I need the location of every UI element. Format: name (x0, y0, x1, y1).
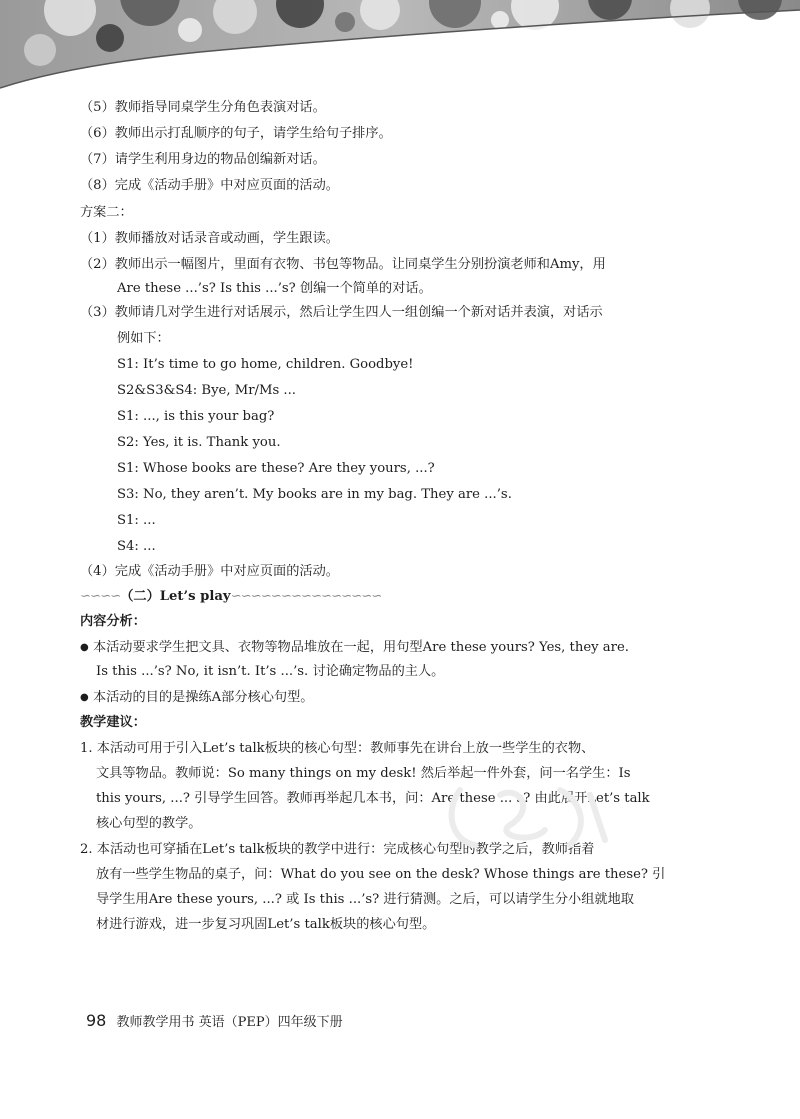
section-heading (80, 587, 381, 607)
dialogue-line: S1: ... (117, 513, 156, 528)
analysis-bullet-2 (80, 688, 313, 709)
analysis-bullet-1-line2: Is this ...’s? No, it isn’t. It’s ...’s. 讨论确定物品的主人。 (96, 664, 445, 679)
plan2-item-2-line1: （2）教师出示一幅图片，里面有衣物、书包等物品。让同桌学生分别扮演老师和Amy，用 (80, 257, 606, 272)
page-footer (86, 1011, 343, 1030)
plan2-item-3-line2: 例如下： (117, 331, 170, 346)
page-number: 98 (86, 1011, 107, 1030)
analysis-bullet-1 (80, 638, 629, 659)
header-banner (0, 0, 800, 92)
plan2-item-4: （4）完成《活动手册》中对应页面的活动。 (80, 564, 339, 579)
advice-1-line: 文具等物品。教师说：So many things on my desk! 然后举起一件外套，问一名学生：Is (96, 766, 631, 781)
bullet-icon: ● (80, 692, 89, 703)
dialogue-line: S1: Whose books are these? Are they yours, ...? (117, 461, 435, 476)
analysis-bullet-1-text: 本活动要求学生把文具、衣物等物品堆放在一起，用句型Are these yours? Yes, they are. (92, 640, 629, 655)
advice-1-line: 核心句型的教学。 (96, 816, 202, 831)
plan2-item-2-line2: Are these ...’s? Is this ...’s? 创编一个简单的对话。 (117, 281, 432, 296)
wavy-rule-right: ∽∽∽∽∽∽∽∽∽∽∽∽∽∽∽ (230, 589, 382, 604)
dialogue-line: S2&S3&S4: Bye, Mr/Ms ... (117, 383, 297, 398)
bullet-icon: ● (80, 642, 89, 653)
advice-2-line: 导学生用Are these yours, ...? 或 Is this ...’s? 进行猜测。之后，可以请学生分小组就地取 (96, 892, 634, 907)
dialogue-line: S2: Yes, it is. Thank you. (117, 435, 281, 450)
plan2-item-1: （1）教师播放对话录音或动画，学生跟读。 (80, 231, 339, 246)
advice-2-line: 2. 本活动也可穿插在Let’s talk板块的教学中进行：完成核心句型的教学之后，教师指着 (80, 842, 595, 857)
plan1-item-6: （6）教师出示打乱顺序的句子，请学生给句子排序。 (80, 126, 392, 141)
plan2-item-3-line1: （3）教师请几对学生进行对话展示，然后让学生四人一组创编一个新对话并表演，对话示 (80, 305, 603, 320)
section-heading-text: （二）Let’s play (120, 589, 231, 604)
dialogue-line: S1: It’s time to go home, children. Goodbye! (117, 357, 414, 372)
advice-title: 教学建议： (80, 715, 146, 730)
book-title: 教师教学用书 英语（PEP）四年级下册 (116, 1015, 343, 1030)
advice-1-line: this yours, ...? 引导学生回答。教师再举起几本书，问：Are these ...’s? 由此展开Let’s talk (96, 791, 650, 806)
watermark-logo (440, 770, 620, 864)
wavy-rule-left: ∽∽∽∽ (80, 589, 121, 604)
plan1-item-7: （7）请学生利用身边的物品创编新对话。 (80, 152, 326, 167)
analysis-title: 内容分析： (80, 614, 146, 629)
dialogue-line: S3: No, they aren’t. My books are in my bag. They are ...’s. (117, 487, 512, 502)
advice-2-line: 材进行游戏，进一步复习巩固Let’s talk板块的核心句型。 (96, 917, 436, 932)
dialogue-line: S4: ... (117, 539, 156, 554)
analysis-bullet-2-text: 本活动的目的是操练A部分核心句型。 (92, 690, 314, 705)
advice-1-line: 1. 本活动可用于引入Let’s talk板块的核心句型：教师事先在讲台上放一些学生的衣物、 (80, 741, 595, 756)
plan1-item-5: （5）教师指导同桌学生分角色表演对话。 (80, 100, 326, 115)
plan2-title: 方案二： (80, 205, 133, 220)
plan1-item-8: （8）完成《活动手册》中对应页面的活动。 (80, 178, 339, 193)
dialogue-line: S1: ..., is this your bag? (117, 409, 275, 424)
advice-2-line: 放有一些学生物品的桌子，问：What do you see on the desk? Whose things are these? 引 (96, 867, 666, 882)
